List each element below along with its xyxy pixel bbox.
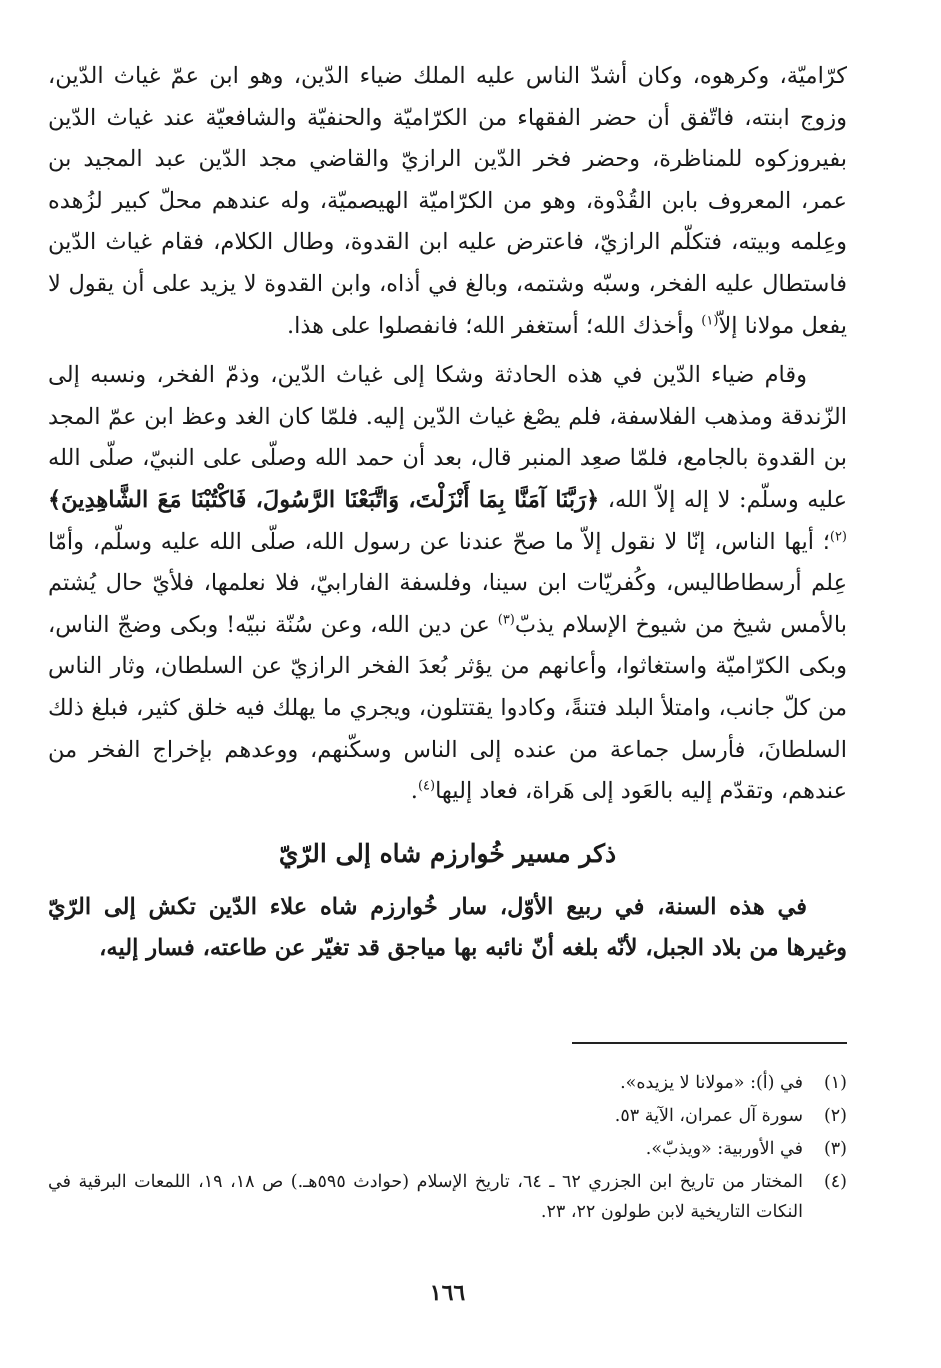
footnote-divider [572,1042,847,1044]
footnote-text: في (أ): «مولانا لا يزيده». [620,1073,803,1093]
footnote-item-4 [48,1167,847,1227]
footnote-ref-2[interactable]: (٢) [829,529,847,545]
footnote-number: (٢) [823,1106,847,1126]
body-paragraph-3: في هذه السنة، في ربيع الأوّل، سار خُوارزم شاه علاء الدّين تكش إلى الرّيّ وغيرها من بلاد الجبل، لأنّه بلغه أنّ نائبه بها مياجق قد تغيّر عن طاعته، فسار إليه، [48,893,847,962]
footnotes-list [48,1068,847,1230]
footnote-ref-3[interactable]: (٣) [497,612,515,628]
footnote-number: (٤) [823,1172,847,1192]
body-paragraph-1 [48,56,847,347]
footnote-text: المختار من تاريخ ابن الجزري ٦٢ ـ ٦٤، تاريخ الإسلام (حوادث ٥٩٥هـ.) ص ١٨، ١٩، اللمعات البرقية في النكات التاريخية لابن طولون ٢٢، ٢٣. [48,1172,803,1222]
paragraph-1-text: كرّاميّة، وكرهوه، وكان أشدّ الناس عليه الملك ضياء الدّين، وهو ابن عمّ غياث الدّين، وزوج ابنته، فاتّفق أن حضر الفقهاء من الكرّاميّة والحنفيّة والشافعيّة عند غياث الدّين بفيروزكوه للمناظرة، وحضر فخر الدّين الرازيّ والقاضي مجد الدّين عبد المجيد بن عمر، المعروف بابن القُدْوة، وهو من الكرّاميّة الهيصميّة، وله عندهم محلّ كبير لزُهده وعِلمه وبيته، فتكلّم الرازيّ، فاعترض عليه ابن القدوة، وطال الكلام، فقام غياث الدّين فاستطال عليه الفخر، وسبّه وشتمه، وبالغ في أذاه، وابن القدوة لا يزيد على أن يقول لا يفعل مولانا إلاّ [48,63,847,339]
footnote-text: في الأوربية: «ويذبّ». [645,1139,803,1159]
footnote-ref-1[interactable]: (١) [701,313,719,329]
footnote-item-2 [48,1101,847,1131]
paragraph-2-text-c: عن دين الله، وعن سُنّة نبيّه! وبكى وضجّ الناس، وبكى الكرّاميّة واستغاثوا، وأعانهم من يؤثر بُعدَ الفخر الرازيّ عن السلطان، وثار الناس من كلّ جانب، وامتلأ البلد فتنةً، وكادوا يقتتلون، ويجري ما يهلك فيه خلق كثير، فبلغ ذلك السلطانَ، فأرسل جماعة من عنده إلى الناس وسكّنهم، ووعدهم بإخراج الفخر من عندهم، وتقدّم إليه بالعَود إلى هَراة، فعاد إليها [48,611,847,805]
paragraph-2-ending: . [410,778,418,805]
footnote-ref-4[interactable]: (٤) [417,778,436,794]
quran-verse: ﴿رَبَّنَا آمَنَّا بِمَا أَنْزَلْتَ، وَاتَّبَعْنَا الرَّسُولَ، فَاكْتُبْنَا مَعَ الشَّاهِدِينَ﴾ [48,486,600,513]
footnote-item-3 [48,1134,847,1164]
footnote-number: (١) [823,1073,847,1093]
paragraph-2-text-a: وقام ضياء الدّين في هذه الحادثة وشكا إلى غياث الدّين، وذمّ الفخر، ونسبه إلى الزّندقة ومذهب الفلاسفة، فلم يصْغ غياث الدّين إليه. فلمّا كان الغد وعظ ابن عمّ المجد بن القدوة بالجامع، فلمّا صعِد المنبر قال، بعد أن حمد الله وصلّى على النبيّ، صلّى الله عليه وسلّم: لا إله إلاّ الله، [48,362,848,513]
paragraph-1-ending: وأخذك الله؛ أستغفر الله؛ فانفصلوا على هذا. [286,312,702,339]
page-number: ١٦٦ [429,1280,466,1306]
footnote-number: (٣) [823,1139,847,1159]
footnote-item-1 [48,1068,847,1098]
book-page [48,56,847,1368]
footnote-text: سورة آل عمران، الآية ٥٣. [614,1106,803,1126]
paragraph-2-text-b: ؛ أيها الناس، إنّا لا نقول إلاّ ما صحّ عندنا عن رسول الله، صلّى الله عليه وسلّم، وأمّا عِلم أرسطاطاليس، وكُفريّات ابن سينا، وفلسفة الفارابيّ، فلا نعلمها، فلأيّ حال يُشتم بالأمس شيخ من شيوخ الإسلام يذبّ [48,528,847,638]
section-heading: ذكر مسير خُوارزم شاه إلى الرّيّ [278,838,617,868]
body-paragraph-2 [48,355,847,813]
